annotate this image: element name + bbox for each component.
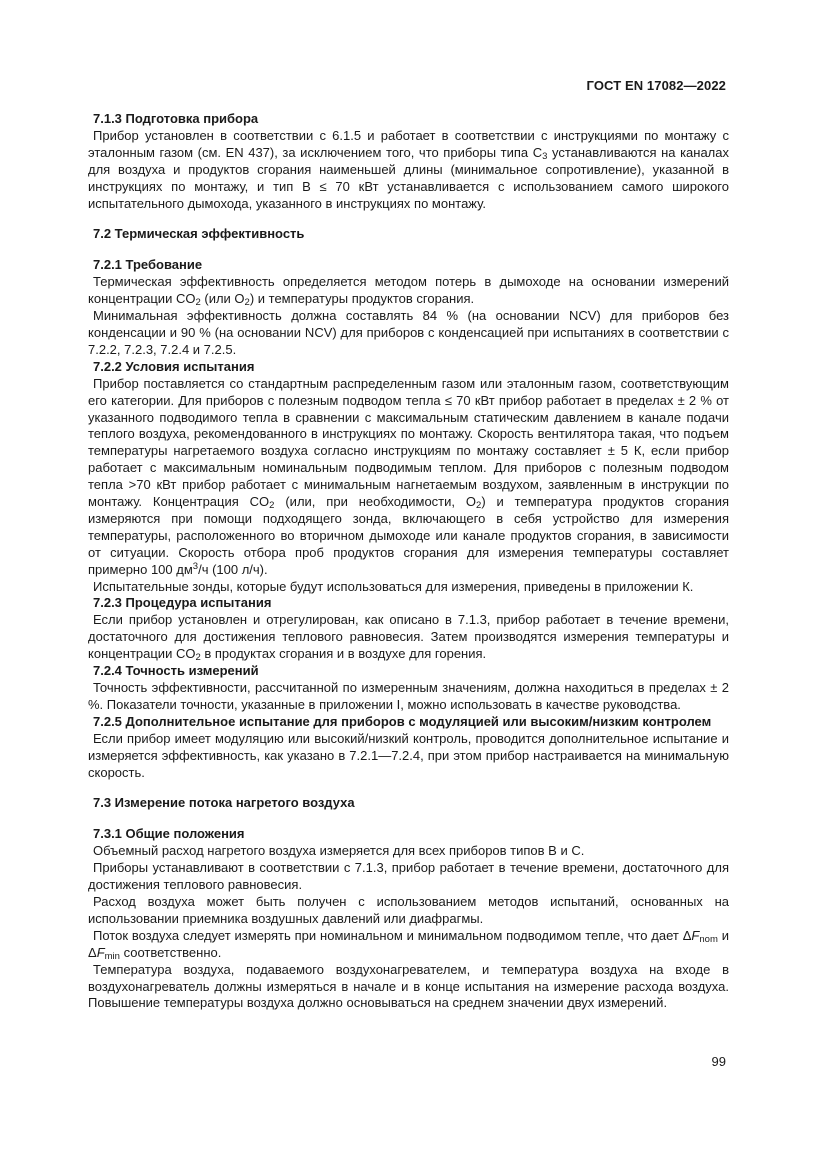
section-title-7-2-2: 7.2.2 Условия испытания xyxy=(93,358,255,374)
paragraph-7-2-2-a: Прибор поставляется со стандартным распределенным газом или эталонным газом, соответствующим его категории. Для приборов с полезным подводом тепла ≤ 70 кВт прибор работает в пределах ± 2 % от указанного подводимого тепла в сравнении с максимальным статическим давлением в канале подачи теплого воздуха, рекомендованного в инструкциях по монтажу. Скорость вентилятора такая, что подъем температуры нагретаемого воздуха согласно инструкциям по монтажу составляет ± 5 К, если прибор работает с максимальным номинальным подводимым теплом. Для приборов с полезным подводом тепла >70 кВт прибор работает с минимальным нагнетаемым воздухом, заявленным в инструкции по монтажу. Концентрация $CO_2$ (или, при необходимости, $O_2$) и температура продуктов сгорания измеряются при помощи подходящего зонда, включающего в себя устройство для измерения температуры, расположенного во вторичном дымоходе или канале продуктов сгорания, в зависимости от ситуации. Скорость отбора проб продуктов сгорания для измерения температуры составляет примерно 100 $дм^3/ч$ (100 л/ч). xyxy=(88,375,729,577)
paragraph-7-2-1-b: Минимальная эффективность должна составлять 84 % (на основании NCV) для приборов без конденсации и 90 % (на основании NCV) для приборов с конденсацией при испытаниях в соответствии с 7.2.2, 7.2.3, 7.2.4 и 7.2.5. xyxy=(88,308,729,357)
page-number: 99 xyxy=(711,1054,726,1069)
section-title-7-2-4: 7.2.4 Точность измерений xyxy=(93,663,259,679)
paragraph-7-2-4: Точность эффективности, рассчитанной по измеренным значениям, должна находиться в пределах ± 2 %. Показатели точности, указанные в приложении I, можно использовать в качестве руководства. xyxy=(88,680,729,712)
section-title-7-2: 7.2 Термическая эффективность xyxy=(93,226,305,242)
paragraph-7-3-1-b: Приборы устанавливают в соответствии с 7.1.3, прибор работает в течение времени, достаточного для достижения теплового равновесия. xyxy=(88,860,729,893)
paragraph-7-2-1-a: Термическая эффективность определяется методом потерь в дымоходе на основании измерений концентрации $CO_2$ (или $O_2$) и температуры продуктов сгорания. xyxy=(88,274,729,309)
paragraph-7-2-3: Если прибор установлен и отрегулирован, как описано в 7.1.3, прибор работает в течение времени, достаточного для достижения теплового равновесия. Затем производятся измерения температуры и концентрации $CO_2$ в продуктах сгорания и в воздухе для горения. xyxy=(88,612,729,664)
paragraph-7-3-1-c: Расход воздуха может быть получен с использованием методов испытаний, основанных на использовании приемника воздушных давлений или диафрагмы. xyxy=(88,893,729,926)
page-content xyxy=(88,111,729,1012)
paragraph-7-2-5: Если прибор имеет модуляцию или высокий/низкий контроль, проводится дополнительное испытание и измеряется эффективность, как указано в 7.2.1—7.2.4, при этом прибор настраивается на минимальную скорость. xyxy=(88,730,729,780)
section-title-7-2-3: 7.2.3 Процедура испытания xyxy=(93,595,272,611)
section-title-7-3-1: 7.3.1 Общие положения xyxy=(93,826,245,842)
section-title-7-2-1: 7.2.1 Требование xyxy=(93,257,203,273)
paragraph-7-2-2-b: Испытательные зонды, которые будут использоваться для измерения, приведены в приложении К. xyxy=(93,578,694,594)
paragraph-7-1-3: Прибор установлен в соответствии с 6.1.5 и работает в соответствии с инструкциями по монтажу с эталонным газом (см. EN 437), за исключением того, что приборы типа $С_3$ устанавливаются на каналах для воздуха и продуктов сгорания наименьшей длины (минимальное сопротивление), указанной в инструкциях по монтажу, и тип В ≤ 70 кВт устанавливается с использованием самого широкого испытательного дымохода, указанного в инструкциях по монтажу. xyxy=(88,127,729,211)
section-title-7-3: 7.3 Измерение потока нагретого воздуха xyxy=(93,795,355,811)
section-title-7-2-5: 7.2.5 Дополнительное испытание для приборов с модуляцией или высоким/низким контролем xyxy=(93,713,712,729)
section-title-7-1-3: 7.1.3 Подготовка прибора xyxy=(93,111,259,126)
paragraph-7-3-1-d: Поток воздуха следует измерять при номинальном и минимальном подводимом тепле, что дает $\Delta F_{nom}$ и $\Delta F_{min}$ соответственно. xyxy=(88,927,729,962)
paragraph-7-3-1-e: Температура воздуха, подаваемого воздухонагревателем, и температура воздуха на входе в воздухонагреватель должны измеряться в начале и в конце испытания на измерение расхода воздуха. Повышение температуры воздуха должно основываться на среднем значении двух измерений. xyxy=(88,961,729,1011)
paragraph-7-3-1-a: Объемный расход нагретого воздуха измеряется для всех приборов типов В и С. xyxy=(93,843,585,859)
standard-designation: ГОСТ EN 17082—2022 xyxy=(586,78,726,93)
